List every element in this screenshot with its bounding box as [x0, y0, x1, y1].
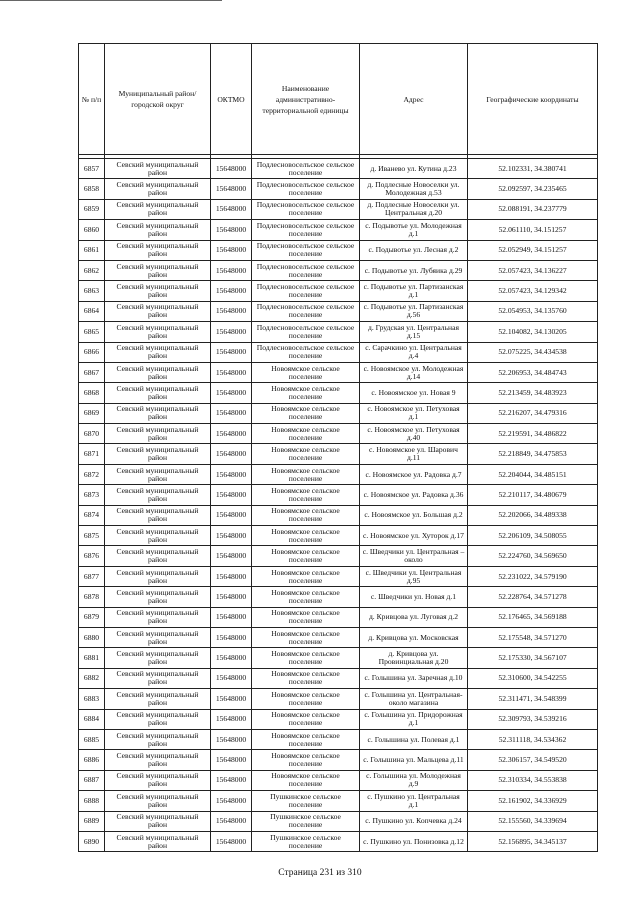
cell-district: Севский муниципальный район — [105, 831, 211, 851]
cell-admin-unit: Новоямское сельское поселение — [252, 668, 360, 688]
cell-district: Севский муниципальный район — [105, 729, 211, 749]
table-row — [79, 750, 598, 770]
table-row — [79, 362, 598, 382]
cell-num: 6858 — [79, 179, 105, 199]
cell-admin-unit: Новоямское сельское поселение — [252, 403, 360, 423]
cell-admin-unit: Подлесновоселъское сельское поселение — [252, 301, 360, 321]
cell-oktmo: 15648000 — [211, 689, 252, 709]
cell-admin-unit: Подлесновоселъское сельское поселение — [252, 179, 360, 199]
cell-oktmo: 15648000 — [211, 362, 252, 382]
cell-oktmo: 15648000 — [211, 668, 252, 688]
table-row — [79, 485, 598, 505]
cell-admin-unit: Пушкинское сельское поселение — [252, 811, 360, 831]
cell-district: Севский муниципальный район — [105, 301, 211, 321]
cell-address: с. Новоямское ул. Большая д.2 — [360, 505, 468, 525]
cell-district: Севский муниципальный район — [105, 811, 211, 831]
cell-district: Севский муниципальный район — [105, 362, 211, 382]
cell-coordinates: 52.155560, 34.339694 — [468, 811, 598, 831]
cell-num: 6882 — [79, 668, 105, 688]
cell-address: с. Голышина ул. Мальцева д.11 — [360, 750, 468, 770]
cell-num: 6883 — [79, 689, 105, 709]
cell-coordinates: 52.231022, 34.579190 — [468, 566, 598, 586]
cell-admin-unit: Новоямское сельское поселение — [252, 566, 360, 586]
cell-admin-unit: Подлесновоселъское сельское поселение — [252, 260, 360, 280]
cell-coordinates: 52.210117, 34.480679 — [468, 485, 598, 505]
cell-coordinates: 52.206953, 34.484743 — [468, 362, 598, 382]
cell-admin-unit: Новоямское сельское поселение — [252, 444, 360, 464]
cell-admin-unit: Новоямское сельское поселение — [252, 729, 360, 749]
cell-num: 6874 — [79, 505, 105, 525]
cell-num: 6887 — [79, 770, 105, 790]
cell-oktmo: 15648000 — [211, 811, 252, 831]
cell-coordinates: 52.228764, 34.571278 — [468, 587, 598, 607]
cell-district: Севский муниципальный район — [105, 383, 211, 403]
table-row — [79, 546, 598, 566]
cell-num: 6880 — [79, 627, 105, 647]
cell-coordinates: 52.310600, 34.542255 — [468, 668, 598, 688]
cell-coordinates: 52.224760, 34.569650 — [468, 546, 598, 566]
cell-admin-unit: Пушкинское сельское поселение — [252, 791, 360, 811]
cell-district: Севский муниципальный район — [105, 159, 211, 179]
cell-oktmo: 15648000 — [211, 709, 252, 729]
cell-district: Севский муниципальный район — [105, 342, 211, 362]
cell-oktmo: 15648000 — [211, 179, 252, 199]
table-row — [79, 199, 598, 219]
cell-district: Севский муниципальный район — [105, 546, 211, 566]
cell-address: с. Новоямское ул. Петуховая д.1 — [360, 403, 468, 423]
cell-oktmo: 15648000 — [211, 260, 252, 280]
cell-address: с. Новоямское ул. Петуховая д.40 — [360, 424, 468, 444]
cell-address: д. Кривцова ул. Луговая д.2 — [360, 607, 468, 627]
table-row — [79, 179, 598, 199]
cell-num: 6864 — [79, 301, 105, 321]
cell-admin-unit: Подлесновоселъское сельское поселение — [252, 220, 360, 240]
cell-admin-unit: Новоямское сельское поселение — [252, 485, 360, 505]
cell-address: с. Новоямское ул. Радовка д.36 — [360, 485, 468, 505]
header-district: Муниципальный район/городской округ — [105, 44, 211, 155]
cell-address: с. Новоямское ул. Шарович д.11 — [360, 444, 468, 464]
cell-admin-unit: Новоямское сельское поселение — [252, 424, 360, 444]
cell-coordinates: 52.156895, 34.345137 — [468, 831, 598, 851]
cell-admin-unit: Новоямское сельское поселение — [252, 627, 360, 647]
cell-oktmo: 15648000 — [211, 240, 252, 260]
cell-oktmo: 15648000 — [211, 831, 252, 851]
cell-address: с. Голышина ул. Центральная-около магазина — [360, 689, 468, 709]
cell-num: 6879 — [79, 607, 105, 627]
cell-num: 6876 — [79, 546, 105, 566]
table-header-row — [79, 44, 598, 155]
cell-district: Севский муниципальный район — [105, 607, 211, 627]
cell-num: 6867 — [79, 362, 105, 382]
cell-num: 6865 — [79, 322, 105, 342]
cell-num: 6861 — [79, 240, 105, 260]
cell-district: Севский муниципальный район — [105, 322, 211, 342]
cell-oktmo: 15648000 — [211, 322, 252, 342]
table-row — [79, 505, 598, 525]
cell-num: 6888 — [79, 791, 105, 811]
table-row — [79, 648, 598, 668]
table-row — [79, 342, 598, 362]
cell-coordinates: 52.204044, 34.485151 — [468, 464, 598, 484]
cell-coordinates: 52.104082, 34.130205 — [468, 322, 598, 342]
cell-num: 6886 — [79, 750, 105, 770]
cell-admin-unit: Новоямское сельское поселение — [252, 362, 360, 382]
cell-coordinates: 52.309793, 34.539216 — [468, 709, 598, 729]
cell-num: 6873 — [79, 485, 105, 505]
cell-district: Севский муниципальный район — [105, 444, 211, 464]
cell-admin-unit: Новоямское сельское поселение — [252, 464, 360, 484]
cell-district: Севский муниципальный район — [105, 240, 211, 260]
cell-address: с. Голышина ул. Полевая д.1 — [360, 729, 468, 749]
cell-district: Севский муниципальный район — [105, 281, 211, 301]
cell-district: Севский муниципальный район — [105, 199, 211, 219]
cell-oktmo: 15648000 — [211, 444, 252, 464]
cell-oktmo: 15648000 — [211, 342, 252, 362]
cell-coordinates: 52.161902, 34.336929 — [468, 791, 598, 811]
cell-address: с. Сарачкино ул. Центральная д.4 — [360, 342, 468, 362]
cell-num: 6872 — [79, 464, 105, 484]
cell-num: 6877 — [79, 566, 105, 586]
cell-admin-unit: Подлесновоселъское сельское поселение — [252, 322, 360, 342]
cell-admin-unit: Новоямское сельское поселение — [252, 546, 360, 566]
table-row — [79, 383, 598, 403]
cell-oktmo: 15648000 — [211, 791, 252, 811]
cell-num: 6881 — [79, 648, 105, 668]
cell-address: с. Голышина ул. Заречная д.10 — [360, 668, 468, 688]
header-oktmo: ОКТМО — [211, 44, 252, 155]
cell-num: 6860 — [79, 220, 105, 240]
cell-address: с. Голышина ул. Придорожная д.1 — [360, 709, 468, 729]
cell-admin-unit: Новоямское сельское поселение — [252, 607, 360, 627]
cell-oktmo: 15648000 — [211, 220, 252, 240]
cell-district: Севский муниципальный район — [105, 750, 211, 770]
table-row — [79, 464, 598, 484]
cell-address: с. Шведчики ул. Центральная д.95 — [360, 566, 468, 586]
cell-oktmo: 15648000 — [211, 546, 252, 566]
cell-district: Севский муниципальный район — [105, 587, 211, 607]
table-row — [79, 791, 598, 811]
table-row — [79, 260, 598, 280]
cell-num: 6885 — [79, 729, 105, 749]
table-row — [79, 811, 598, 831]
cell-oktmo: 15648000 — [211, 750, 252, 770]
table-row — [79, 587, 598, 607]
cell-admin-unit: Подлесновоселъское сельское поселение — [252, 281, 360, 301]
cell-oktmo: 15648000 — [211, 485, 252, 505]
cell-num: 6869 — [79, 403, 105, 423]
table-row — [79, 403, 598, 423]
cell-oktmo: 15648000 — [211, 770, 252, 790]
cell-district: Севский муниципальный район — [105, 566, 211, 586]
table-row — [79, 281, 598, 301]
header-address: Адрес — [360, 44, 468, 155]
cell-num: 6884 — [79, 709, 105, 729]
table-row — [79, 444, 598, 464]
cell-address: с. Шведчики ул. Новая д.1 — [360, 587, 468, 607]
cell-address: д. Подлесные Новоселки ул. Центральная д.20 — [360, 199, 468, 219]
cell-address: с. Подывотье ул. Лубяика д.29 — [360, 260, 468, 280]
cell-coordinates: 52.052949, 34.151257 — [468, 240, 598, 260]
cell-coordinates: 52.311118, 34.534362 — [468, 729, 598, 749]
cell-address: с. Новоямское ул. Радовка д.7 — [360, 464, 468, 484]
cell-num: 6875 — [79, 526, 105, 546]
cell-address: д. Грудская ул. Центральная д.15 — [360, 322, 468, 342]
cell-admin-unit: Новоямское сельское поселение — [252, 505, 360, 525]
table-row — [79, 301, 598, 321]
cell-oktmo: 15648000 — [211, 627, 252, 647]
cell-admin-unit: Новоямское сельское поселение — [252, 750, 360, 770]
cell-coordinates: 52.054953, 34.135760 — [468, 301, 598, 321]
cell-district: Севский муниципальный район — [105, 485, 211, 505]
cell-district: Севский муниципальный район — [105, 668, 211, 688]
cell-address: с. Пушкино ул. Копчевка д.24 — [360, 811, 468, 831]
cell-coordinates: 52.057423, 34.129342 — [468, 281, 598, 301]
cell-address: д. Кривцова ул. Московская — [360, 627, 468, 647]
cell-oktmo: 15648000 — [211, 566, 252, 586]
header-admin-unit: Наименование административно-территориальной единицы — [252, 44, 360, 155]
cell-num: 6890 — [79, 831, 105, 851]
cell-address: с. Шведчики ул. Центральная –около — [360, 546, 468, 566]
table-row — [79, 159, 598, 179]
cell-num: 6871 — [79, 444, 105, 464]
cell-oktmo: 15648000 — [211, 281, 252, 301]
settlements-table — [78, 43, 598, 852]
cell-coordinates: 52.206109, 34.508055 — [468, 526, 598, 546]
cell-coordinates: 52.218849, 34.475853 — [468, 444, 598, 464]
cell-oktmo: 15648000 — [211, 729, 252, 749]
cell-address: с. Новоямское ул. Хуторок д.17 — [360, 526, 468, 546]
cell-coordinates: 52.092597, 34.235465 — [468, 179, 598, 199]
cell-oktmo: 15648000 — [211, 607, 252, 627]
cell-oktmo: 15648000 — [211, 526, 252, 546]
cell-address: с. Подывотье ул. Партизанская д.1 — [360, 281, 468, 301]
cell-admin-unit: Новоямское сельское поселение — [252, 689, 360, 709]
cell-admin-unit: Новоямское сельское поселение — [252, 648, 360, 668]
cell-district: Севский муниципальный район — [105, 627, 211, 647]
cell-oktmo: 15648000 — [211, 199, 252, 219]
cell-coordinates: 52.216207, 34.479316 — [468, 403, 598, 423]
cell-admin-unit: Новоямское сельское поселение — [252, 709, 360, 729]
cell-district: Севский муниципальный район — [105, 403, 211, 423]
cell-num: 6863 — [79, 281, 105, 301]
table-row — [79, 607, 598, 627]
cell-num: 6889 — [79, 811, 105, 831]
header-coordinates: Географические координаты — [468, 44, 598, 155]
cell-num: 6868 — [79, 383, 105, 403]
scan-edge-line — [0, 0, 222, 1]
table-row — [79, 424, 598, 444]
cell-oktmo: 15648000 — [211, 383, 252, 403]
cell-coordinates: 52.202066, 34.489338 — [468, 505, 598, 525]
cell-admin-unit: Новоямское сельское поселение — [252, 526, 360, 546]
cell-district: Севский муниципальный район — [105, 260, 211, 280]
table-row — [79, 322, 598, 342]
cell-coordinates: 52.061110, 34.151257 — [468, 220, 598, 240]
cell-oktmo: 15648000 — [211, 587, 252, 607]
cell-district: Севский муниципальный район — [105, 464, 211, 484]
cell-oktmo: 15648000 — [211, 424, 252, 444]
table-row — [79, 729, 598, 749]
cell-num: 6878 — [79, 587, 105, 607]
cell-oktmo: 15648000 — [211, 464, 252, 484]
cell-district: Севский муниципальный район — [105, 791, 211, 811]
cell-oktmo: 15648000 — [211, 505, 252, 525]
cell-district: Севский муниципальный район — [105, 424, 211, 444]
cell-coordinates: 52.175330, 34.567107 — [468, 648, 598, 668]
cell-coordinates: 52.175548, 34.571270 — [468, 627, 598, 647]
table-row — [79, 689, 598, 709]
cell-district: Севский муниципальный район — [105, 526, 211, 546]
cell-address: с. Новоямское ул. Новая 9 — [360, 383, 468, 403]
cell-address: с. Пушкино ул. Центральная д.1 — [360, 791, 468, 811]
cell-num: 6862 — [79, 260, 105, 280]
cell-num: 6866 — [79, 342, 105, 362]
cell-coordinates: 52.306157, 34.549520 — [468, 750, 598, 770]
cell-district: Севский муниципальный район — [105, 220, 211, 240]
cell-coordinates: 52.102331, 34.380741 — [468, 159, 598, 179]
cell-district: Севский муниципальный район — [105, 689, 211, 709]
cell-admin-unit: Новоямское сельское поселение — [252, 587, 360, 607]
table-row — [79, 831, 598, 851]
cell-district: Севский муниципальный район — [105, 505, 211, 525]
cell-address: с. Новоямское ул. Молодежная д.14 — [360, 362, 468, 382]
cell-num: 6859 — [79, 199, 105, 219]
cell-oktmo: 15648000 — [211, 159, 252, 179]
cell-district: Севский муниципальный район — [105, 770, 211, 790]
cell-admin-unit: Новоямское сельское поселение — [252, 383, 360, 403]
cell-coordinates: 52.311471, 34.548399 — [468, 689, 598, 709]
table-row — [79, 526, 598, 546]
cell-coordinates: 52.075225, 34.434538 — [468, 342, 598, 362]
cell-address: д. Подлесные Новоселки ул. Молодежная д.53 — [360, 179, 468, 199]
cell-address: с. Голышина ул. Молодежная д.9 — [360, 770, 468, 790]
table-row — [79, 770, 598, 790]
cell-oktmo: 15648000 — [211, 648, 252, 668]
cell-address: с. Пушкино ул. Понизовка д.12 — [360, 831, 468, 851]
cell-admin-unit: Подлесновоселъское сельское поселение — [252, 159, 360, 179]
cell-oktmo: 15648000 — [211, 403, 252, 423]
cell-district: Севский муниципальный район — [105, 179, 211, 199]
cell-address: с. Подывотье ул. Лесная д.2 — [360, 240, 468, 260]
header-num: № п/п — [79, 44, 105, 155]
cell-admin-unit: Новоямское сельское поселение — [252, 770, 360, 790]
cell-coordinates: 52.176465, 34.569188 — [468, 607, 598, 627]
cell-address: с. Подывотье ул. Партизанская д.56 — [360, 301, 468, 321]
cell-coordinates: 52.088191, 34.237779 — [468, 199, 598, 219]
cell-admin-unit: Пушкинское сельское поселение — [252, 831, 360, 851]
table-row — [79, 240, 598, 260]
table-row — [79, 709, 598, 729]
table-row — [79, 627, 598, 647]
cell-district: Севский муниципальный район — [105, 709, 211, 729]
cell-district: Севский муниципальный район — [105, 648, 211, 668]
cell-coordinates: 52.213459, 34.483923 — [468, 383, 598, 403]
cell-oktmo: 15648000 — [211, 301, 252, 321]
cell-coordinates: 52.057423, 34.136227 — [468, 260, 598, 280]
page-number: Страница 231 из 310 — [278, 868, 362, 878]
cell-admin-unit: Подлесновоселъское сельское поселение — [252, 240, 360, 260]
cell-coordinates: 52.310334, 34.553838 — [468, 770, 598, 790]
table-row — [79, 566, 598, 586]
cell-num: 6870 — [79, 424, 105, 444]
cell-num: 6857 — [79, 159, 105, 179]
table-row — [79, 220, 598, 240]
table-row — [79, 668, 598, 688]
cell-admin-unit: Подлесновоселъское сельское поселение — [252, 199, 360, 219]
cell-address: д. Иванево ул. Кутина д.23 — [360, 159, 468, 179]
cell-coordinates: 52.219591, 34.486822 — [468, 424, 598, 444]
cell-address: с. Подывотье ул. Молодежная д.1 — [360, 220, 468, 240]
cell-address: д. Кривцова ул. Провинциальная д.20 — [360, 648, 468, 668]
cell-admin-unit: Подлесновоселъское сельское поселение — [252, 342, 360, 362]
